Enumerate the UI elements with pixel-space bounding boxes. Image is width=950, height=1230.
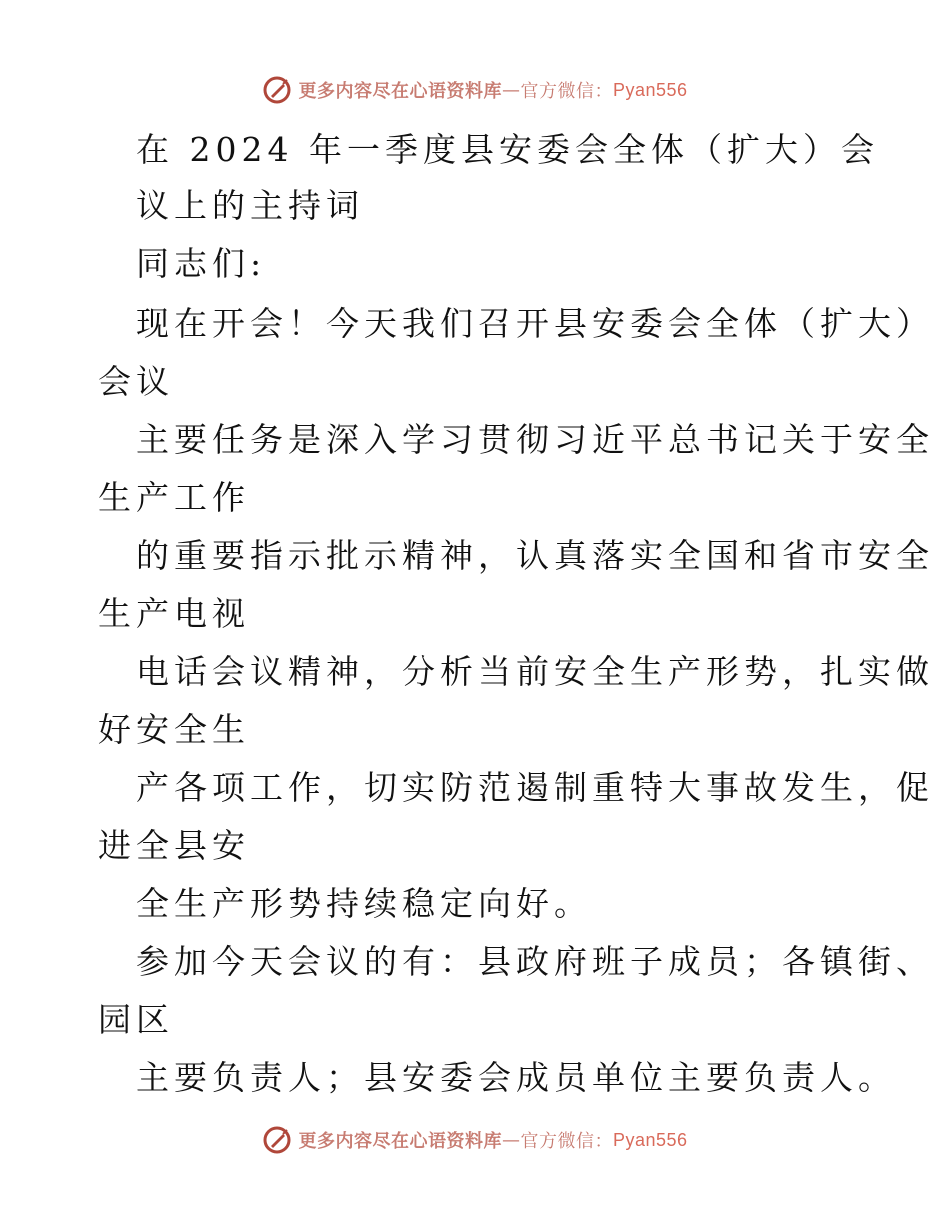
banner-wechat-id: Pyan556	[612, 1129, 688, 1150]
paragraph-line: 好安全生	[98, 710, 250, 749]
salutation: 同志们:	[136, 244, 267, 283]
paragraph-line: 现在开会！今天我们召开县安委会全体（扩大）	[136, 304, 934, 343]
title-line-2: 议上的主持词	[136, 186, 364, 225]
paragraph-line: 主要负责人；县安委会成员单位主要负责人。	[136, 1058, 896, 1097]
paragraph-line: 产各项工作，切实防范遏制重特大事故发生，促	[136, 768, 934, 807]
paragraph-line: 参加今天会议的有：县政府班子成员；各镇街、	[136, 942, 934, 981]
banner-separator: —	[501, 1129, 521, 1151]
paragraph-line: 主要任务是深入学习贯彻习近平总书记关于安全	[136, 420, 934, 459]
banner-main-text: 更多内容尽在心语资料库	[298, 81, 502, 102]
paragraph-line: 园区	[98, 1000, 174, 1039]
banner-wechat-label: 官方微信：	[520, 81, 613, 102]
banner-wechat-label: 官方微信：	[520, 1131, 613, 1152]
header-banner	[0, 70, 950, 110]
paragraph-line: 生产工作	[98, 478, 250, 517]
banner-separator: —	[501, 79, 521, 101]
banner-main-text: 更多内容尽在心语资料库	[298, 1131, 502, 1152]
paragraph-line: 进全县安	[98, 826, 250, 865]
quill-pen-seal-icon	[262, 75, 292, 105]
paragraph-line: 电话会议精神，分析当前安全生产形势，扎实做	[136, 652, 934, 691]
footer-banner	[0, 1120, 950, 1160]
paragraph-line: 全生产形势持续稳定向好。	[136, 884, 592, 923]
paragraph-line: 的重要指示批示精神，认真落实全国和省市安全	[136, 536, 934, 575]
paragraph-line: 会议	[98, 362, 174, 401]
banner-wechat-id: Pyan556	[612, 79, 688, 100]
quill-pen-seal-icon	[262, 1125, 292, 1155]
paragraph-line: 生产电视	[98, 594, 250, 633]
title-line-1: 在 2024 年一季度县安委会全体（扩大）会	[136, 130, 879, 169]
